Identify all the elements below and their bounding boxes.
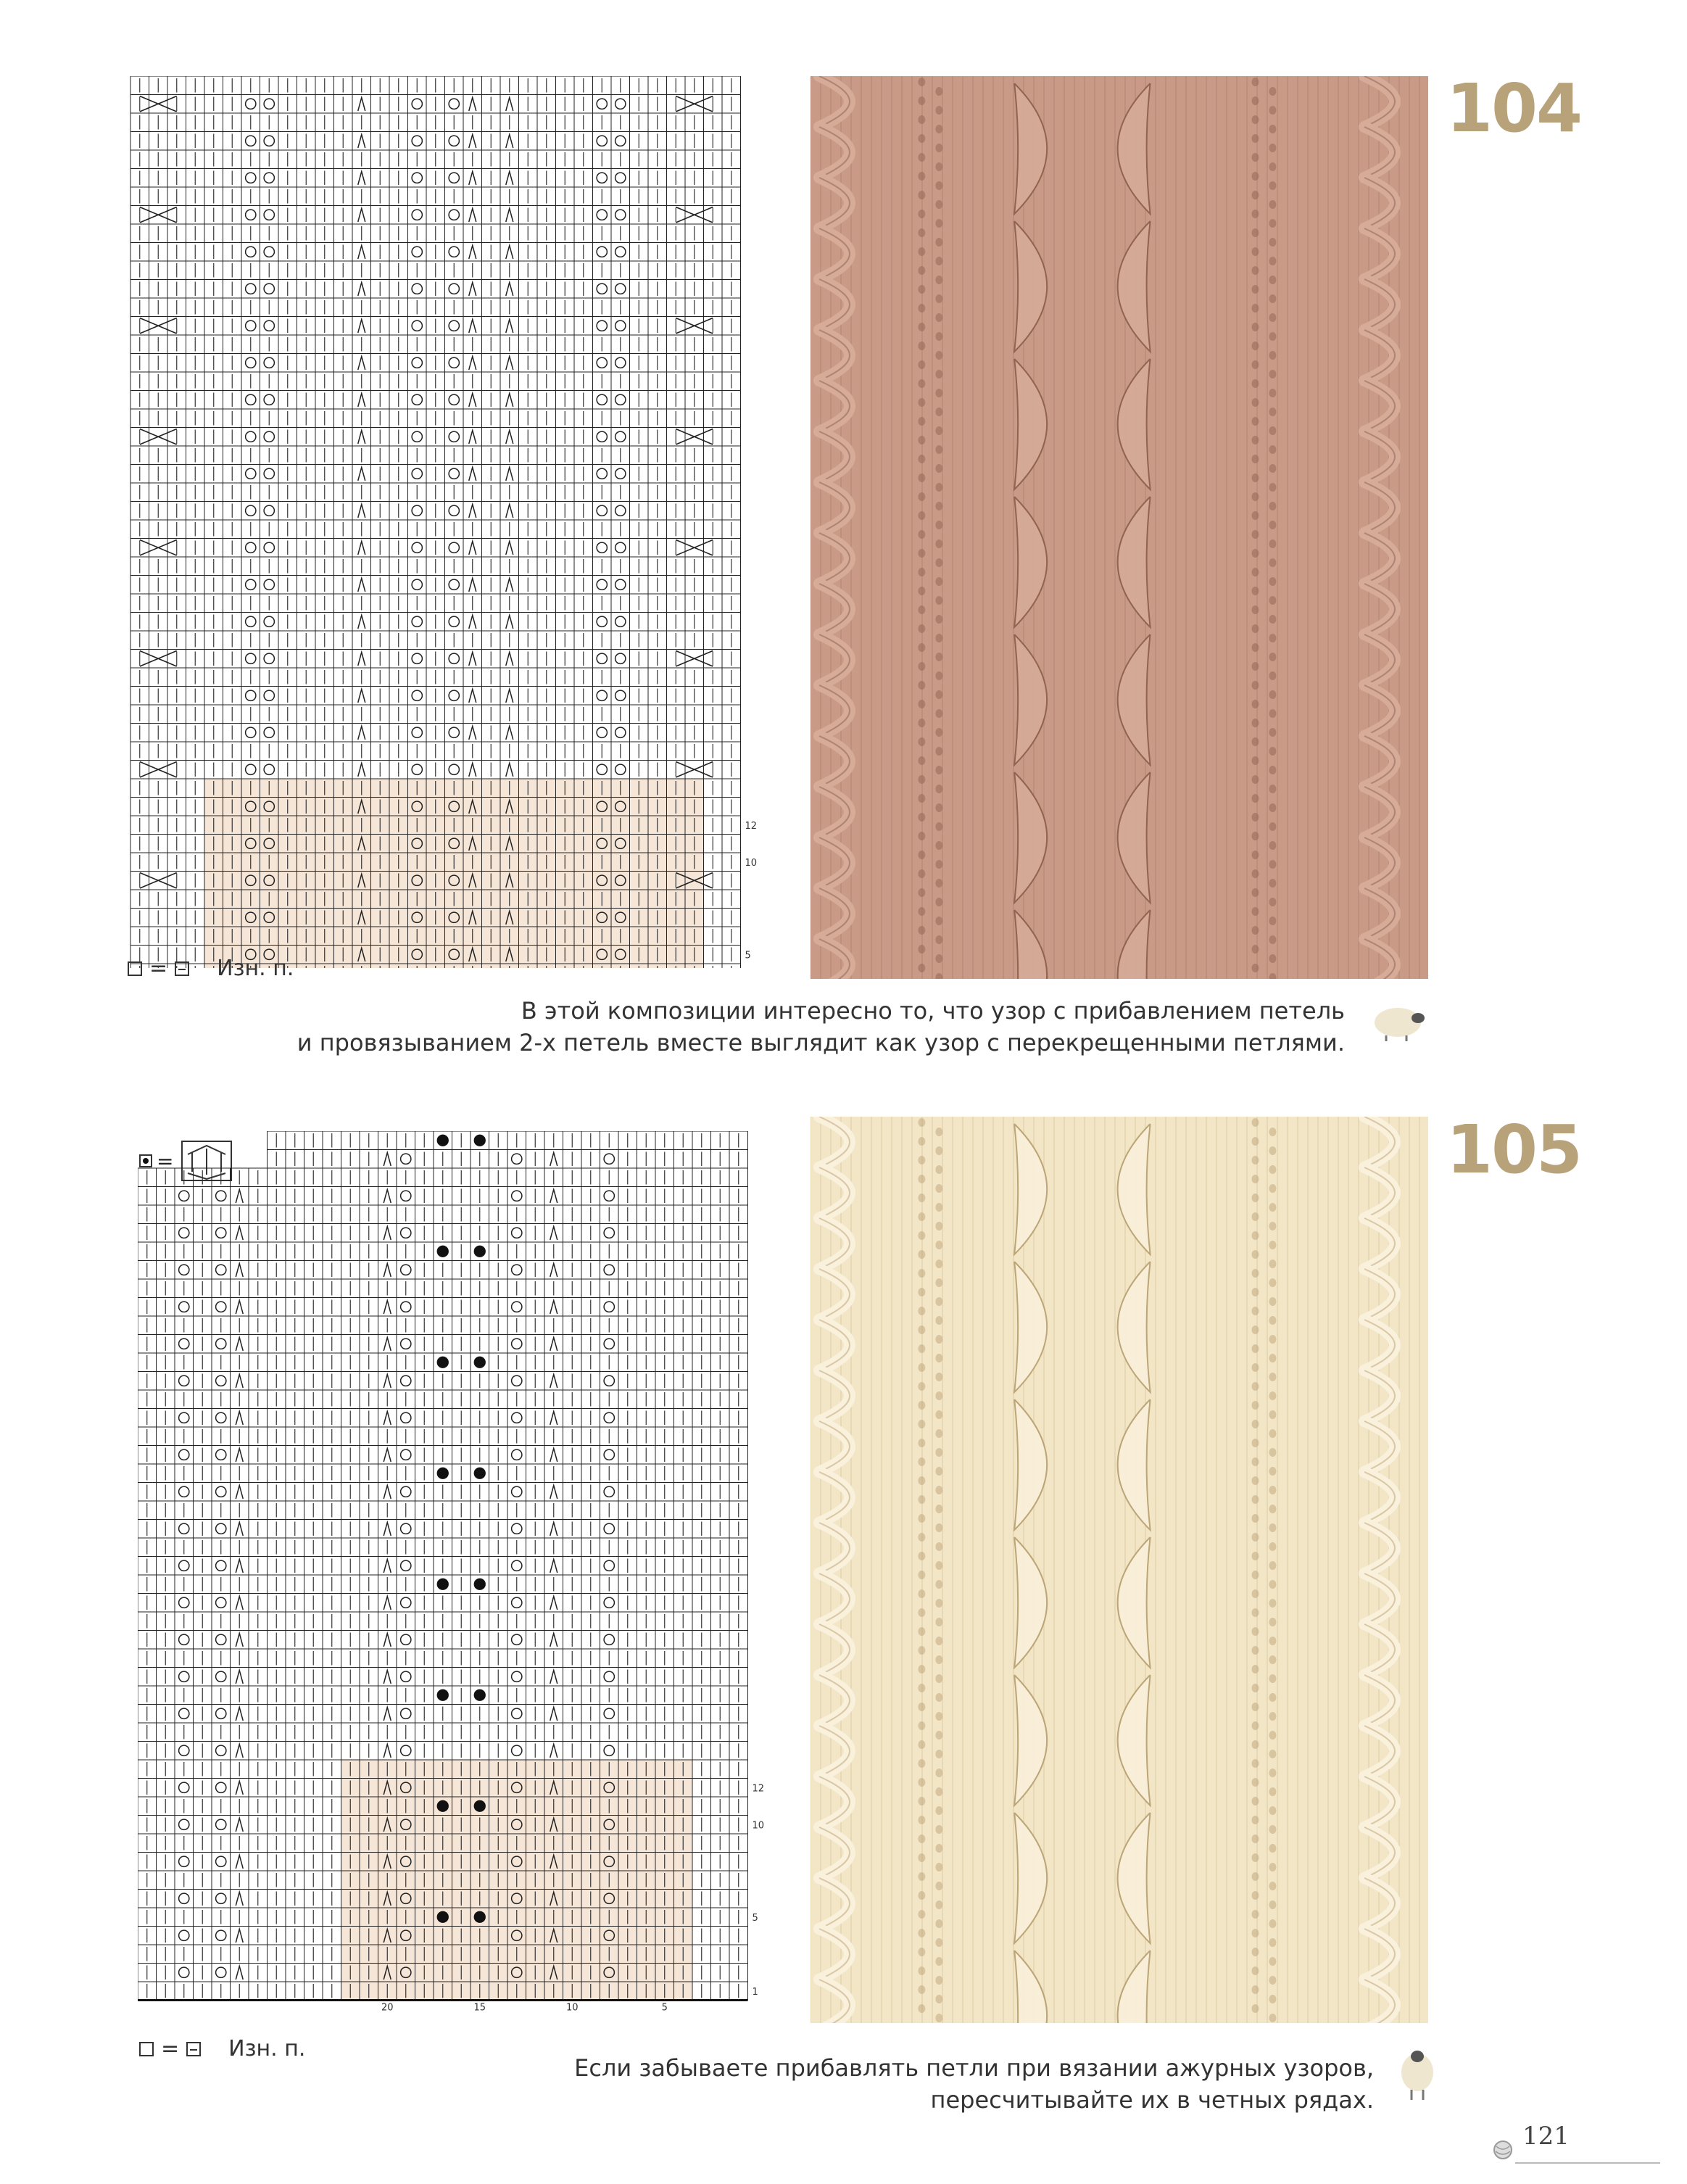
note-line-1: В этой композиции интересно то, что узор с прибавлением петель bbox=[521, 997, 1345, 1025]
swatch-photo-105 bbox=[811, 1117, 1428, 2023]
swatch-image-104 bbox=[811, 76, 1428, 979]
knitting-chart-105 bbox=[138, 1131, 776, 2034]
purl-square-icon bbox=[186, 2042, 201, 2056]
chart-grid-104 bbox=[123, 76, 761, 968]
pattern-105 bbox=[0, 1111, 1687, 2184]
page-number: 121 bbox=[1522, 2122, 1570, 2151]
note-105 bbox=[217, 2052, 1374, 2116]
legend-104 bbox=[128, 956, 294, 981]
chart-col-label: 15 bbox=[473, 2002, 486, 2014]
chart-row-label: 12 bbox=[752, 1783, 765, 1795]
chart-row-label: 1 bbox=[752, 1986, 758, 1998]
knitting-chart-104 bbox=[123, 76, 761, 968]
chart-row-label: 10 bbox=[745, 857, 758, 869]
legend-text: Изн. п. bbox=[217, 956, 294, 981]
note-line-1: Если забываете прибавлять петли при вязании ажурных узоров, bbox=[574, 2054, 1374, 2082]
sheep-icon bbox=[1370, 999, 1428, 1043]
pattern-number-104: 104 bbox=[1446, 70, 1582, 147]
chart-grid-105 bbox=[138, 1131, 776, 2034]
knit-square-icon bbox=[128, 961, 142, 976]
pattern-number-105: 105 bbox=[1446, 1111, 1582, 1188]
legend-text: Изн. п. bbox=[228, 2036, 306, 2061]
purl-square-icon bbox=[175, 961, 189, 976]
note-line-2: и провязыванием 2-х петель вместе выглядит как узор с перекрещенными петлями. bbox=[297, 1029, 1345, 1056]
chart-row-label: 12 bbox=[745, 820, 758, 832]
swatch-image-105 bbox=[811, 1117, 1428, 2023]
swatch-photo-104 bbox=[811, 76, 1428, 979]
note-line-2: пересчитывайте их в четных рядах. bbox=[930, 2086, 1374, 2114]
sheep-icon bbox=[1396, 2046, 1439, 2104]
yarn-ball-icon bbox=[1492, 2139, 1514, 2161]
page-rule bbox=[1515, 2162, 1660, 2164]
legend-equals: = bbox=[161, 2036, 180, 2061]
note-104 bbox=[217, 995, 1345, 1059]
chart-row-label: 5 bbox=[745, 950, 751, 961]
chart-col-label: 20 bbox=[381, 2002, 394, 2014]
knit-square-icon bbox=[139, 2042, 154, 2056]
chart-col-label: 5 bbox=[661, 2002, 668, 2014]
chart-row-label: 5 bbox=[752, 1912, 758, 1924]
bobble-equals: = bbox=[157, 1149, 174, 1173]
chart-col-label: 10 bbox=[565, 2002, 579, 2014]
legend-equals: = bbox=[149, 956, 168, 981]
chart-row-label: 10 bbox=[752, 1820, 765, 1832]
